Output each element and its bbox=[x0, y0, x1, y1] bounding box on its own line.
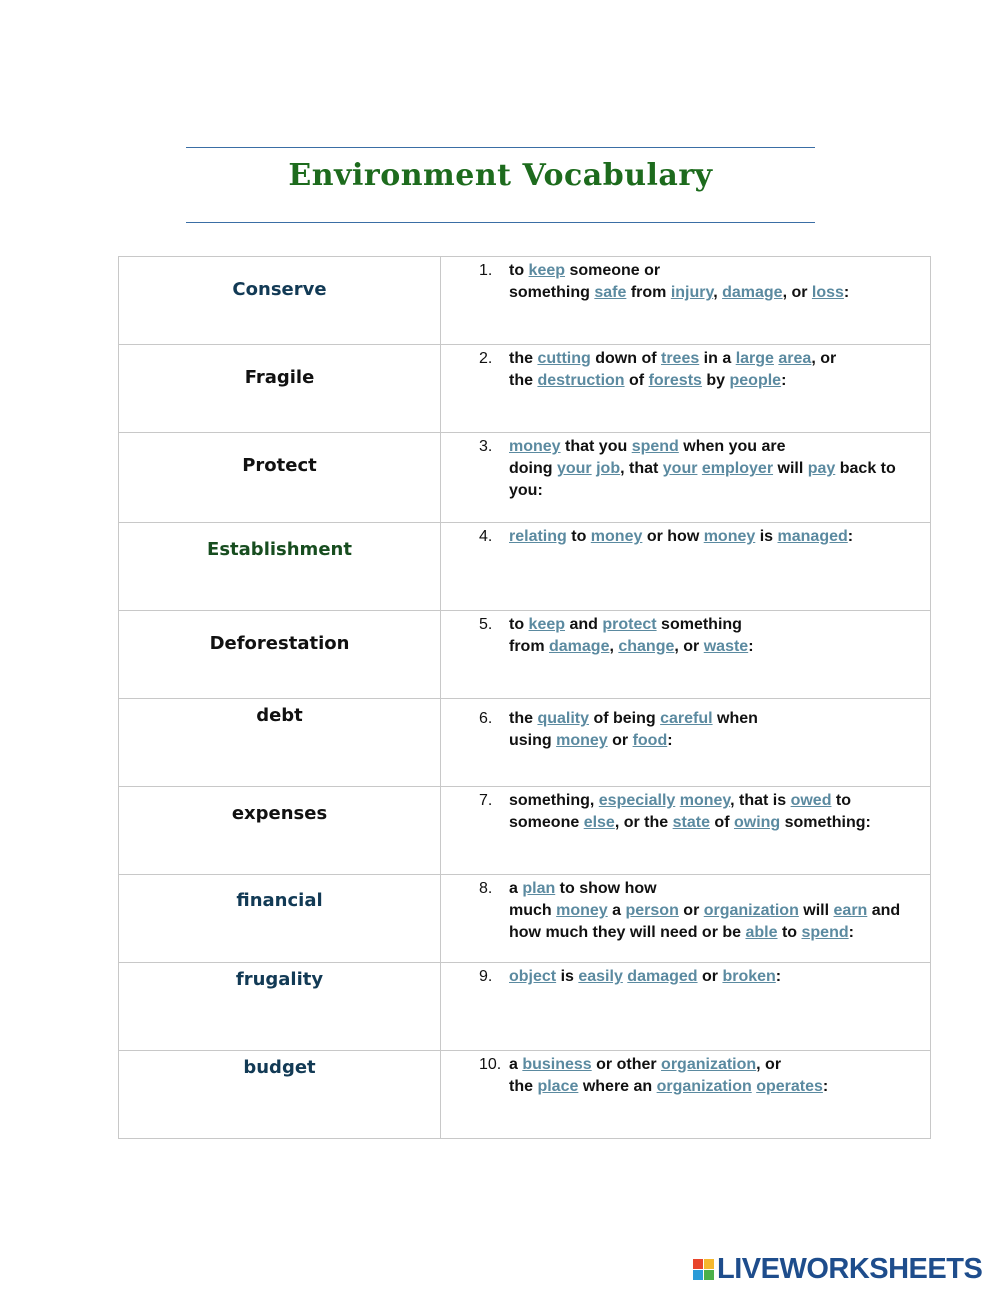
definition-fragment: from bbox=[509, 638, 549, 655]
definition-fragment: to bbox=[566, 528, 591, 545]
table-row bbox=[119, 433, 931, 523]
dictionary-link[interactable]: quality bbox=[537, 710, 590, 727]
liveworksheets-logo[interactable] bbox=[693, 1252, 982, 1286]
table-row bbox=[119, 611, 931, 699]
definition-number: 7. bbox=[479, 792, 493, 809]
definition-fragment: or bbox=[697, 968, 723, 985]
dictionary-link[interactable]: owed bbox=[790, 792, 832, 809]
definition-fragment: something bbox=[509, 284, 595, 301]
definition-fragment: when you are bbox=[678, 438, 786, 455]
dictionary-link[interactable]: job bbox=[596, 460, 621, 477]
dictionary-link[interactable]: plan bbox=[522, 880, 556, 897]
dictionary-link[interactable]: earn bbox=[833, 902, 868, 919]
dictionary-link[interactable]: money bbox=[590, 528, 643, 545]
definition-text bbox=[509, 790, 922, 834]
word-term[interactable]: frugality bbox=[235, 969, 324, 990]
definition-number: 4. bbox=[479, 528, 493, 545]
dictionary-link[interactable]: owing bbox=[733, 814, 781, 831]
dictionary-link[interactable]: money bbox=[703, 528, 756, 545]
dictionary-link[interactable]: damage bbox=[549, 638, 610, 655]
dictionary-link[interactable]: area bbox=[778, 350, 812, 367]
dictionary-link[interactable]: person bbox=[625, 902, 679, 919]
definition-fragment: something: bbox=[780, 814, 871, 831]
table-row bbox=[119, 875, 931, 963]
definition-fragment: when bbox=[712, 710, 758, 727]
dictionary-link[interactable]: business bbox=[522, 1056, 592, 1073]
dictionary-link[interactable]: money bbox=[679, 792, 731, 809]
definition-fragment: and bbox=[565, 616, 603, 633]
definition-fragment: you: bbox=[509, 482, 543, 499]
table-row bbox=[119, 345, 931, 433]
definition-fragment: someone or bbox=[565, 262, 661, 279]
dictionary-link[interactable]: especially bbox=[598, 792, 676, 809]
definition-text bbox=[509, 526, 922, 548]
definition-fragment: a bbox=[607, 902, 626, 919]
dictionary-link[interactable]: spend bbox=[801, 924, 849, 941]
dictionary-link[interactable]: damaged bbox=[627, 968, 698, 985]
dictionary-link[interactable]: loss bbox=[811, 284, 844, 301]
logo-square-icon bbox=[693, 1270, 703, 1280]
definition-text bbox=[509, 348, 922, 392]
definition-fragment: to bbox=[831, 792, 852, 809]
dictionary-link[interactable]: people bbox=[729, 372, 782, 389]
definition-fragment: , or bbox=[782, 284, 812, 301]
dictionary-link[interactable]: organization bbox=[703, 902, 799, 919]
definition-fragment: someone bbox=[509, 814, 584, 831]
dictionary-link[interactable]: keep bbox=[528, 262, 566, 279]
definition-fragment: , or bbox=[811, 350, 837, 367]
definition-number: 6. bbox=[479, 710, 493, 727]
definition-fragment: : bbox=[667, 732, 673, 749]
definition-fragment: , or bbox=[674, 638, 704, 655]
definition-text bbox=[509, 708, 922, 752]
word-term[interactable]: Conserve bbox=[232, 279, 327, 300]
word-term[interactable]: debt bbox=[256, 705, 303, 726]
table-row bbox=[119, 1051, 931, 1139]
dictionary-link[interactable]: managed bbox=[777, 528, 848, 545]
dictionary-link[interactable]: your bbox=[556, 460, 592, 477]
definition-fragment: : bbox=[843, 284, 850, 301]
dictionary-link[interactable]: easily bbox=[578, 968, 623, 985]
word-term[interactable]: Deforestation bbox=[209, 633, 350, 654]
definition-fragment: will bbox=[798, 902, 834, 919]
dictionary-link[interactable]: state bbox=[672, 814, 710, 831]
dictionary-link[interactable]: able bbox=[745, 924, 778, 941]
dictionary-link[interactable]: place bbox=[537, 1078, 579, 1095]
definition-fragment: the bbox=[509, 372, 538, 389]
dictionary-link[interactable]: destruction bbox=[537, 372, 625, 389]
definition-fragment: to bbox=[777, 924, 802, 941]
definition-fragment: or bbox=[678, 902, 704, 919]
dictionary-link[interactable]: operates bbox=[756, 1078, 823, 1095]
dictionary-link[interactable]: employer bbox=[701, 460, 774, 477]
definition-fragment: the bbox=[509, 1078, 538, 1095]
definition-number: 5. bbox=[479, 616, 493, 633]
dictionary-link[interactable]: injury bbox=[670, 284, 714, 301]
definition-text bbox=[509, 1054, 922, 1098]
dictionary-link[interactable]: protect bbox=[602, 616, 657, 633]
definition-fragment: : bbox=[848, 924, 854, 941]
dictionary-link[interactable]: trees bbox=[660, 350, 700, 367]
logo-square-icon bbox=[693, 1259, 703, 1269]
dictionary-link[interactable]: waste bbox=[703, 638, 749, 655]
word-term[interactable]: Establishment bbox=[207, 539, 352, 560]
definition-fragment: , bbox=[609, 638, 619, 655]
definition-fragment: , that bbox=[620, 460, 663, 477]
definition-fragment: a bbox=[509, 880, 523, 897]
definition-fragment: in a bbox=[699, 350, 736, 367]
definition-fragment: to show how bbox=[555, 880, 657, 897]
definition-fragment: : bbox=[775, 968, 782, 985]
dictionary-link[interactable]: careful bbox=[660, 710, 713, 727]
dictionary-link[interactable]: money bbox=[556, 902, 608, 919]
dictionary-link[interactable]: organization bbox=[656, 1078, 752, 1095]
definition-fragment: a bbox=[509, 1056, 523, 1073]
definition-fragment: , that is bbox=[730, 792, 791, 809]
definition-fragment: : bbox=[847, 528, 854, 545]
definition-fragment: of bbox=[624, 372, 649, 389]
definition-fragment: where an bbox=[578, 1078, 657, 1095]
logo-square-icon bbox=[704, 1259, 714, 1269]
dictionary-link[interactable]: large bbox=[735, 350, 774, 367]
dictionary-link[interactable]: keep bbox=[528, 616, 566, 633]
definition-fragment: much bbox=[509, 902, 557, 919]
definition-number: 10. bbox=[479, 1056, 502, 1073]
definition-fragment: back to bbox=[835, 460, 896, 477]
vocabulary-table bbox=[118, 256, 931, 1139]
dictionary-link[interactable]: cutting bbox=[537, 350, 591, 367]
definition-number: 1. bbox=[479, 262, 493, 279]
definition-fragment: doing bbox=[509, 460, 557, 477]
definition-fragment: , or bbox=[756, 1056, 782, 1073]
definition-fragment: : bbox=[748, 638, 754, 655]
title-rule-top bbox=[186, 147, 815, 148]
dictionary-link[interactable]: food bbox=[632, 732, 668, 749]
definition-text bbox=[509, 878, 922, 944]
definition-number: 9. bbox=[479, 968, 493, 985]
dictionary-link[interactable]: damage bbox=[722, 284, 783, 301]
definition-fragment: of being bbox=[589, 710, 661, 727]
word-term[interactable]: Protect bbox=[242, 455, 317, 476]
table-row bbox=[119, 523, 931, 611]
word-term[interactable]: financial bbox=[236, 890, 323, 911]
definition-text bbox=[509, 260, 922, 304]
definition-text bbox=[509, 436, 922, 502]
definition-fragment: or other bbox=[591, 1056, 662, 1073]
dictionary-link[interactable]: else bbox=[583, 814, 615, 831]
page-title: Environment Vocabulary bbox=[288, 158, 713, 193]
definition-fragment: something bbox=[656, 616, 742, 633]
definition-number: 3. bbox=[479, 438, 493, 455]
dictionary-link[interactable]: safe bbox=[594, 284, 627, 301]
word-term[interactable]: expenses bbox=[231, 803, 328, 824]
dictionary-link[interactable]: broken bbox=[722, 968, 776, 985]
table-row bbox=[119, 963, 931, 1051]
definition-fragment: using bbox=[509, 732, 557, 749]
definition-fragment: will bbox=[773, 460, 808, 477]
definition-fragment: is bbox=[755, 528, 778, 545]
definition-fragment: the bbox=[509, 350, 538, 367]
definition-fragment: that you bbox=[560, 438, 632, 455]
definition-fragment: or bbox=[607, 732, 633, 749]
word-term[interactable]: Fragile bbox=[244, 367, 315, 388]
definition-text bbox=[509, 614, 922, 658]
definition-fragment: and bbox=[867, 902, 901, 919]
definition-fragment: something, bbox=[509, 792, 599, 809]
dictionary-link[interactable]: object bbox=[509, 968, 557, 985]
table-row bbox=[119, 699, 931, 787]
definition-fragment: from bbox=[626, 284, 671, 301]
definition-fragment: , bbox=[713, 284, 723, 301]
dictionary-link[interactable]: change bbox=[618, 638, 675, 655]
logo-square-icon bbox=[704, 1270, 714, 1280]
title-rule-bottom bbox=[186, 222, 815, 223]
definition-fragment: to bbox=[509, 616, 529, 633]
table-row bbox=[119, 257, 931, 345]
definition-fragment: of bbox=[709, 814, 734, 831]
dictionary-link[interactable]: your bbox=[662, 460, 698, 477]
definition-fragment: how much they will need or be bbox=[509, 924, 746, 941]
definition-number: 8. bbox=[479, 880, 493, 897]
definition-text bbox=[509, 966, 922, 988]
definition-fragment: : bbox=[822, 1078, 829, 1095]
definition-fragment: the bbox=[509, 710, 538, 727]
definition-fragment: to bbox=[509, 262, 529, 279]
word-term[interactable]: budget bbox=[243, 1057, 316, 1078]
definition-fragment: or how bbox=[642, 528, 704, 545]
definition-fragment: by bbox=[701, 372, 730, 389]
dictionary-link[interactable]: forests bbox=[648, 372, 702, 389]
definition-number: 2. bbox=[479, 350, 493, 367]
dictionary-link[interactable]: relating bbox=[509, 528, 567, 545]
dictionary-link[interactable]: money bbox=[556, 732, 608, 749]
definition-fragment: down of bbox=[590, 350, 661, 367]
dictionary-link[interactable]: money bbox=[509, 438, 561, 455]
table-row bbox=[119, 787, 931, 875]
logo-mark-icon bbox=[693, 1259, 714, 1280]
dictionary-link[interactable]: pay bbox=[807, 460, 836, 477]
definition-fragment: , or the bbox=[614, 814, 673, 831]
dictionary-link[interactable]: spend bbox=[631, 438, 679, 455]
definition-fragment: is bbox=[556, 968, 579, 985]
definition-fragment: : bbox=[781, 372, 787, 389]
dictionary-link[interactable]: organization bbox=[661, 1056, 757, 1073]
logo-text: LIVEWORKSHEETS bbox=[717, 1252, 983, 1285]
